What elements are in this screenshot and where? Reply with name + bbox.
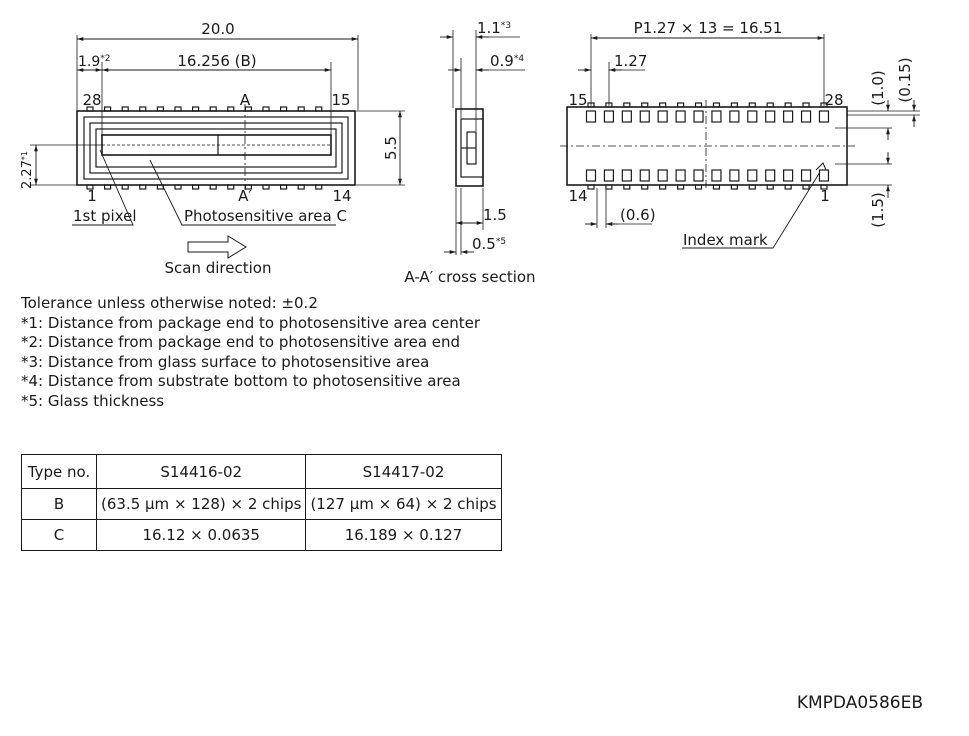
dim-offset: 1.9$^{*2}$ [78, 54, 111, 70]
pin-14: 14 [332, 187, 352, 205]
pad [766, 170, 775, 181]
note-5: *5: Glass thickness [21, 391, 165, 410]
dim-pad-width: (0.6) [620, 206, 656, 224]
pad [730, 111, 739, 122]
pad [784, 170, 793, 181]
pin-15: 15 [331, 91, 351, 109]
pad [730, 170, 739, 181]
table-cell: B [22, 489, 97, 520]
pad [676, 111, 685, 122]
photosensitive-label: Photosensitive area C [184, 207, 347, 225]
table-row [22, 489, 502, 520]
pin-28: 28 [82, 91, 102, 109]
dim-active: 16.256 (B) [177, 52, 257, 70]
pad [658, 111, 667, 122]
pad [640, 170, 649, 181]
dim-width: 1.5 [483, 206, 507, 224]
note-2: *2: Distance from package end to photosensitive area end [21, 333, 461, 352]
package-frame-1 [84, 117, 348, 179]
dim-side-3: (1.5) [869, 192, 887, 228]
scan-direction-label: Scan direction [164, 259, 272, 277]
dim-pitch: 1.27 [614, 52, 648, 70]
spec-table [21, 454, 502, 551]
pad [622, 170, 631, 181]
dim-center: 2.27$^{*1}$ [20, 150, 35, 190]
index-mark-label: Index mark [683, 231, 768, 249]
cross-section-labels [404, 19, 535, 286]
first-pixel-label: 1st pixel [73, 207, 137, 225]
table-cell: (63.5 µm × 128) × 2 chips [97, 489, 306, 520]
pad [587, 111, 596, 122]
scan-arrow [188, 236, 246, 258]
table-cell: C [22, 520, 97, 551]
table-row [22, 520, 502, 551]
dim-height: 5.5 [382, 136, 400, 160]
pin-1: 1 [87, 187, 97, 205]
table-header-row [22, 455, 502, 489]
drawing-code: KMPDA0586EB [796, 693, 923, 713]
bottom-pin-15: 15 [568, 91, 588, 109]
pad [622, 111, 631, 122]
pad [748, 170, 757, 181]
section-mark-a: A [239, 91, 251, 109]
pad [802, 170, 811, 181]
pad [819, 170, 828, 181]
dim-pitch-total: P1.27 × 13 = 16.51 [633, 19, 783, 37]
cross-section-caption: A-A′ cross section [404, 268, 536, 286]
pad [712, 111, 721, 122]
notes [21, 294, 480, 412]
pad [748, 111, 757, 122]
pad [694, 170, 703, 181]
pad [819, 111, 828, 122]
pad [604, 170, 613, 181]
table-cell: 16.12 × 0.0635 [97, 520, 306, 551]
photosensitive-area [102, 135, 331, 155]
pad [676, 170, 685, 181]
table-header-cell: S14416-02 [97, 455, 306, 489]
table-header-cell: S14417-02 [306, 455, 501, 489]
pad [712, 170, 721, 181]
note-1: *1: Distance from package end to photosensitive area center [21, 313, 481, 332]
dim-glass: 0.5$^{*5}$ [472, 235, 507, 253]
dim-side-2: (0.15) [896, 57, 914, 103]
dim-length: 20.0 [201, 20, 235, 38]
pad [587, 170, 596, 181]
pad [694, 111, 703, 122]
note-3: *3: Distance from glass surface to photosensitive area [21, 352, 430, 371]
bottom-pin-1: 1 [820, 187, 830, 205]
bottom-pin-28: 28 [824, 91, 844, 109]
index-mark [816, 163, 826, 170]
bottom-view-labels [568, 19, 914, 249]
package-frame-2 [90, 123, 342, 173]
dim-substrate: 0.9$^{*4}$ [490, 52, 525, 70]
package-outline [77, 111, 355, 185]
note-4: *4: Distance from substrate bottom to photosensitive area [21, 372, 461, 391]
top-view-pin-notches [87, 107, 322, 189]
pad [640, 111, 649, 122]
table-cell: 16.189 × 0.127 [306, 520, 501, 551]
bottom-pin-14: 14 [568, 187, 588, 205]
table-cell: (127 µm × 64) × 2 chips [306, 489, 501, 520]
table-header-cell: Type no. [22, 455, 97, 489]
pad [658, 170, 667, 181]
section-mark-a-prime: A′ [238, 187, 252, 205]
dim-side-1: (1.0) [869, 70, 887, 106]
note-tolerance: Tolerance unless otherwise noted: ±0.2 [21, 294, 318, 312]
pad [604, 111, 613, 122]
pad [802, 111, 811, 122]
pad [784, 111, 793, 122]
pad [766, 111, 775, 122]
dim-glass-surface: 1.1$^{*3}$ [477, 19, 512, 37]
